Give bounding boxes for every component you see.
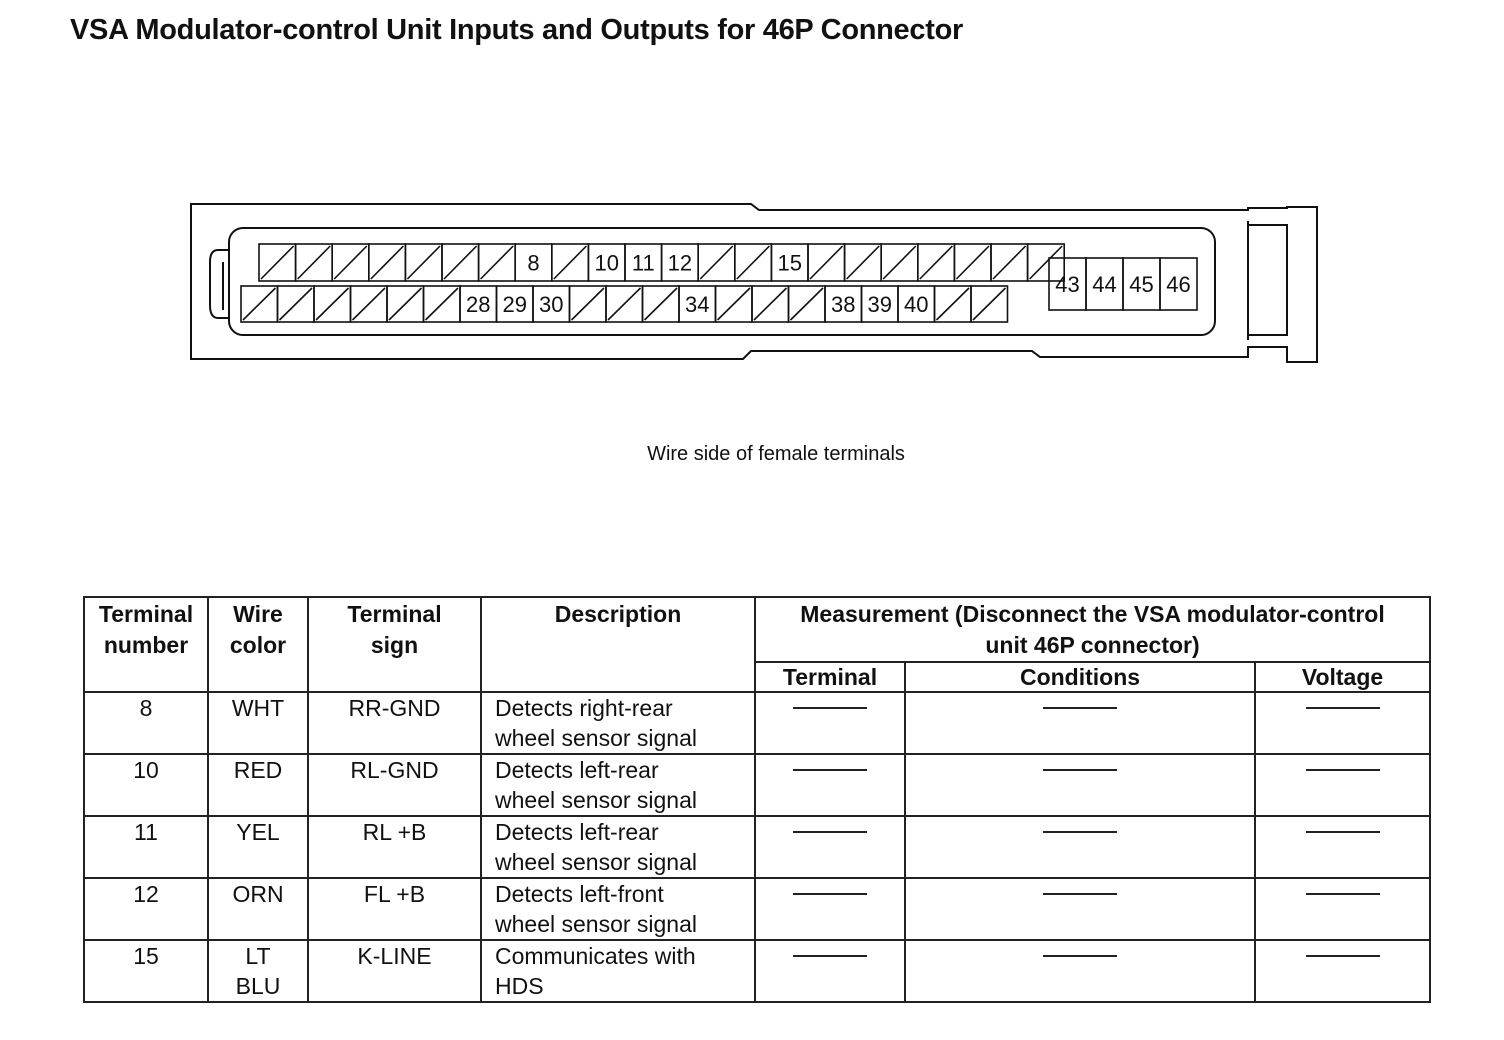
conditions-cell xyxy=(905,754,1255,816)
measure-terminal-cell xyxy=(755,878,905,940)
unused-pin-slash xyxy=(316,288,349,320)
pin-number: 39 xyxy=(867,292,892,317)
wire-color-cell: YEL xyxy=(208,816,308,878)
unused-pin-slash xyxy=(810,246,843,279)
unused-pin-slash xyxy=(426,288,459,320)
terminal-number-cell: 11 xyxy=(84,816,208,878)
unused-pin-slash xyxy=(993,246,1026,279)
not-applicable-dash xyxy=(793,893,867,895)
terminal-sign-cell: RL +B xyxy=(308,816,481,878)
unused-pin-slash xyxy=(718,288,751,320)
pin-block-right xyxy=(1049,258,1197,310)
unused-pin-slash xyxy=(754,288,787,320)
measure-terminal-cell xyxy=(755,754,905,816)
pin-number: 40 xyxy=(904,292,929,317)
header-measure-terminal: Terminal xyxy=(755,662,905,692)
unused-pin-slash xyxy=(608,288,641,320)
voltage-cell xyxy=(1255,878,1430,940)
header-conditions: Conditions xyxy=(905,662,1255,692)
connector-diagram xyxy=(0,0,1504,440)
description-cell: Detects left-rear wheel sensor signal xyxy=(481,754,755,816)
wire-color-cell: ORN xyxy=(208,878,308,940)
unused-pin-slash xyxy=(554,246,587,279)
header-wire-color: Wire color xyxy=(208,597,308,692)
unused-pin-slash xyxy=(645,288,678,320)
voltage-cell xyxy=(1255,692,1430,754)
pin-row-bottom xyxy=(241,286,1008,322)
not-applicable-dash xyxy=(1043,831,1117,833)
unused-pin-slash xyxy=(371,246,404,279)
terminal-number-cell: 15 xyxy=(84,940,208,1002)
description-cell: Detects left-rear wheel sensor signal xyxy=(481,816,755,878)
pin-row-top xyxy=(259,244,1064,281)
not-applicable-dash xyxy=(793,831,867,833)
not-applicable-dash xyxy=(1306,955,1380,957)
unused-pin-slash xyxy=(920,246,953,279)
table-row xyxy=(84,754,1430,816)
table-row xyxy=(84,692,1430,754)
not-applicable-dash xyxy=(793,955,867,957)
terminal-table xyxy=(83,596,1431,1003)
pin-number: 12 xyxy=(667,250,693,276)
unused-pin-slash xyxy=(956,246,989,279)
voltage-cell xyxy=(1255,816,1430,878)
unused-pin-slash xyxy=(389,288,422,320)
unused-pin-slash xyxy=(243,288,276,320)
header-terminal-sign: Terminal sign xyxy=(308,597,481,692)
wire-color-cell: RED xyxy=(208,754,308,816)
unused-pin-slash xyxy=(261,246,294,279)
terminal-number-cell: 12 xyxy=(84,878,208,940)
pin-number: 43 xyxy=(1055,272,1080,297)
description-cell: Communicates with HDS xyxy=(481,940,755,1002)
not-applicable-dash xyxy=(1306,707,1380,709)
unused-pin-slash xyxy=(407,246,440,279)
measure-terminal-cell xyxy=(755,816,905,878)
not-applicable-dash xyxy=(1306,831,1380,833)
terminal-sign-cell: K-LINE xyxy=(308,940,481,1002)
pin-number: 44 xyxy=(1092,272,1117,297)
header-terminal-number: Terminal number xyxy=(84,597,208,692)
pin-number: 45 xyxy=(1129,272,1154,297)
unused-pin-slash xyxy=(572,288,605,320)
pin-number: 8 xyxy=(527,250,540,276)
terminal-sign-cell: RR-GND xyxy=(308,692,481,754)
diagram-caption: Wire side of female terminals xyxy=(647,443,905,465)
not-applicable-dash xyxy=(793,707,867,709)
unused-pin-slash xyxy=(298,246,331,279)
unused-pin-slash xyxy=(481,246,514,279)
unused-pin-slash xyxy=(883,246,916,279)
pin-number: 15 xyxy=(777,250,802,276)
unused-pin-slash xyxy=(791,288,824,320)
unused-pin-slash xyxy=(280,288,313,320)
header-description: Description xyxy=(481,597,755,692)
not-applicable-dash xyxy=(1306,893,1380,895)
unused-pin-slash xyxy=(444,246,477,279)
pin-number: 29 xyxy=(502,292,527,317)
table-row xyxy=(84,940,1430,1002)
not-applicable-dash xyxy=(1043,707,1117,709)
voltage-cell xyxy=(1255,754,1430,816)
not-applicable-dash xyxy=(1043,769,1117,771)
table-row xyxy=(84,816,1430,878)
voltage-cell xyxy=(1255,940,1430,1002)
unused-pin-slash xyxy=(937,288,970,320)
description-cell: Detects right-rear wheel sensor signal xyxy=(481,692,755,754)
conditions-cell xyxy=(905,816,1255,878)
not-applicable-dash xyxy=(1043,955,1117,957)
unused-pin-slash xyxy=(847,246,880,279)
description-cell: Detects left-front wheel sensor signal xyxy=(481,878,755,940)
header-measurement: Measurement (Disconnect the VSA modulator-control unit 46P connector) xyxy=(755,597,1430,662)
conditions-cell xyxy=(905,940,1255,1002)
not-applicable-dash xyxy=(793,769,867,771)
measure-terminal-cell xyxy=(755,692,905,754)
terminal-number-cell: 8 xyxy=(84,692,208,754)
pin-number: 28 xyxy=(466,292,491,317)
terminal-sign-cell: RL-GND xyxy=(308,754,481,816)
unused-pin-slash xyxy=(334,246,367,279)
unused-pin-slash xyxy=(973,288,1006,320)
wire-color-cell: WHT xyxy=(208,692,308,754)
terminal-sign-cell: FL +B xyxy=(308,878,481,940)
unused-pin-slash xyxy=(737,246,770,279)
connector-latch xyxy=(210,250,229,318)
connector-lock-tab xyxy=(1248,225,1287,335)
conditions-cell xyxy=(905,878,1255,940)
header-voltage: Voltage xyxy=(1255,662,1430,692)
measure-terminal-cell xyxy=(755,940,905,1002)
pin-number: 30 xyxy=(539,292,564,317)
not-applicable-dash xyxy=(1043,893,1117,895)
unused-pin-slash xyxy=(700,246,733,279)
pin-number: 38 xyxy=(831,292,856,317)
terminal-number-cell: 10 xyxy=(84,754,208,816)
table-row xyxy=(84,878,1430,940)
unused-pin-slash xyxy=(353,288,386,320)
page-title: VSA Modulator-control Unit Inputs and Outputs for 46P Connector xyxy=(70,14,963,46)
conditions-cell xyxy=(905,692,1255,754)
wire-color-cell: LT BLU xyxy=(208,940,308,1002)
pin-number: 10 xyxy=(594,250,619,276)
pin-number: 11 xyxy=(631,250,655,276)
pin-number: 34 xyxy=(685,292,710,317)
pin-number: 46 xyxy=(1166,272,1191,297)
not-applicable-dash xyxy=(1306,769,1380,771)
